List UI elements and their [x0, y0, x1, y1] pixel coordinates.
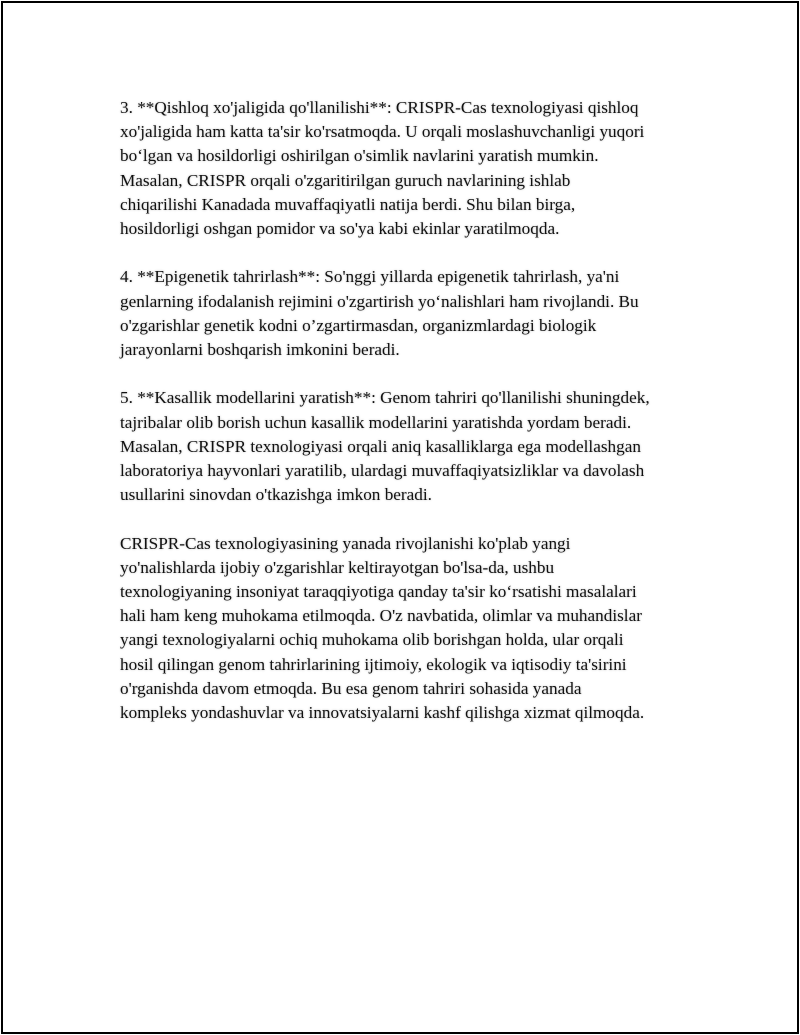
text-line: o'rganishda davom etmoqda. Bu esa genom tahriri sohasida yanada — [120, 678, 582, 698]
text-line: jarayonlarni boshqarish imkonini beradi. — [120, 340, 400, 360]
document-body — [120, 96, 720, 749]
text-line: CRISPR-Cas texnologiyasining yanada rivojlanishi ko'plab yangi — [120, 533, 571, 553]
text-line: yangi texnologiyalarni ochiq muhokama olib borishgan holda, ular orqali — [120, 630, 624, 650]
text-line: Masalan, CRISPR texnologiyasi orqali aniq kasalliklarga ega modellashgan — [120, 436, 641, 456]
text-line: genlarning ifodalanish rejimini o'zgartirish yo‘nalishlari ham rivojlandi. Bu — [120, 291, 639, 311]
text-line: o'zgarishlar genetik kodni o’zgartirmasdan, organizmlardagi biologik — [120, 315, 597, 335]
text-line: 5. **Kasallik modellarini yaratish**: Genom tahriri qo'llanilishi shuningdek, — [120, 388, 650, 408]
text-line: kompleks yondashuvlar va innovatsiyalarni kashf qilishga xizmat qilmoqda. — [120, 703, 645, 723]
text-line: hosil qilingan genom tahrirlarining ijtimoiy, ekologik va iqtisodiy ta'sirini — [120, 654, 627, 674]
text-line: tajribalar olib borish uchun kasallik modellarini yaratishda yordam beradi. — [120, 412, 632, 432]
paragraph-conclusion — [120, 532, 720, 726]
text-line: hali ham keng muhokama etilmoqda. O'z navbatida, olimlar va muhandislar — [120, 606, 642, 626]
text-line: 4. **Epigenetik tahrirlash**: So'nggi yillarda epigenetik tahrirlash, ya'ni — [120, 267, 620, 287]
text-line: chiqarilishi Kanadada muvaffaqiyatli natija berdi. Shu bilan birga, — [120, 194, 576, 214]
text-line: hosildorligi oshgan pomidor va so'ya kabi ekinlar yaratilmoqda. — [120, 219, 560, 239]
text-line: xo'jaligida ham katta ta'sir ko'rsatmoqda. U orqali moslashuvchanligi yuqori — [120, 122, 645, 142]
text-line: laboratoriya hayvonlari yaratilib, ulardagi muvaffaqiyatsizliklar va davolash — [120, 461, 645, 481]
text-line: usullarini sinovdan o'tkazishga imkon beradi. — [120, 485, 432, 505]
page-border — [1, 1, 799, 1034]
text-line: yo'nalishlarda ijobiy o'zgarishlar keltirayotgan bo'lsa-da, ushbu — [120, 557, 555, 577]
paragraph-disease-models — [120, 386, 720, 507]
text-line: texnologiyaning insoniyat taraqqiyotiga qanday ta'sir ko‘rsatishi masalalari — [120, 582, 637, 602]
text-line: bo‘lgan va hosildorligi oshirilgan o'simlik navlarini yaratish mumkin. — [120, 146, 599, 166]
paragraph-epigenetic-editing — [120, 265, 720, 362]
paragraph-agriculture — [120, 96, 720, 241]
text-line: 3. **Qishloq xo'jaligida qo'llanilishi**: CRISPR-Cas texnologiyasi qishloq — [120, 98, 639, 117]
text-line: Masalan, CRISPR orqali o'zgaritirilgan guruch navlarining ishlab — [120, 170, 571, 190]
